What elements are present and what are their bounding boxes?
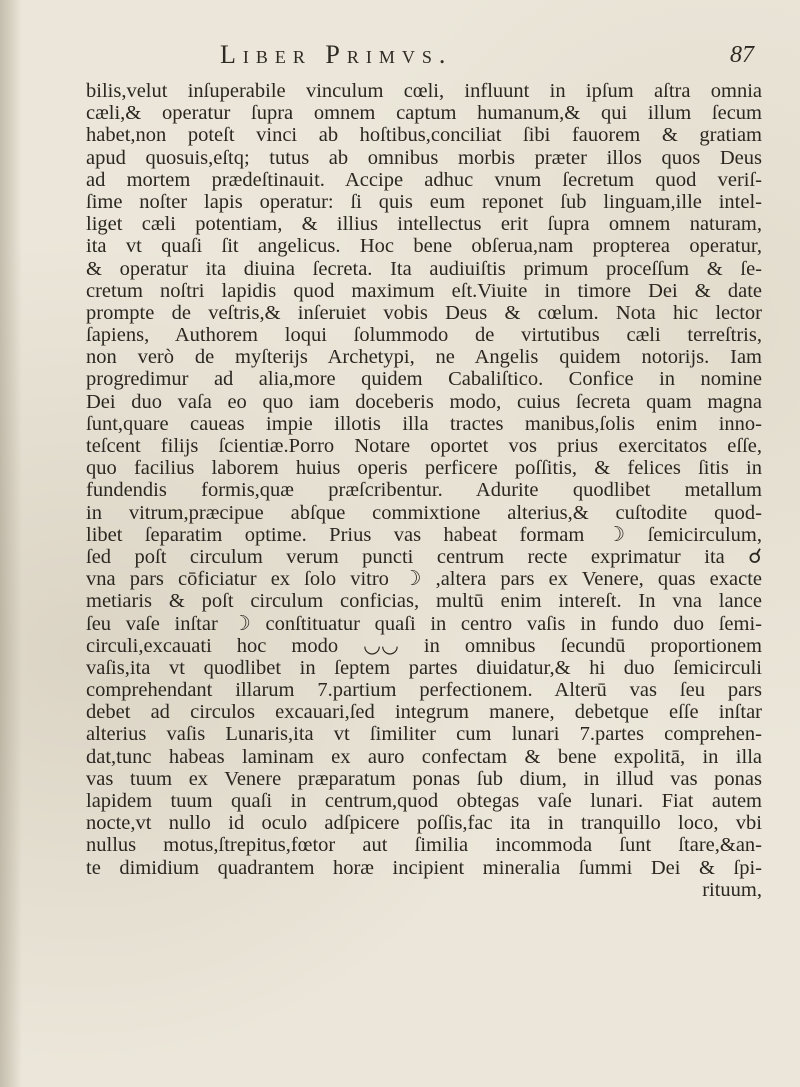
text-line: cretum noſtri lapidis quod maximum eſt.Viuite in timore Dei & date bbox=[86, 279, 762, 302]
body-text bbox=[86, 80, 762, 901]
text-line: ad mortem prædeſtinauit. Accipe adhuc vnum ſecretum quod veriſ- bbox=[86, 168, 762, 191]
text-line: vna pars cōficiatur ex ſolo vitro ☽ ,altera pars ex Venere, quas exacte bbox=[86, 568, 762, 591]
text-line: teſcent filijs ſcientiæ.Porro Notare oportet vos prius exercitatos eſſe, bbox=[86, 435, 762, 457]
text-line: bilis,velut inſuperabile vinculum cœli, influunt in ipſum aſtra omnia bbox=[86, 80, 762, 102]
text-line: Dei duo vaſa eo quo iam doceberis modo, cuius ſecreta quam magna bbox=[86, 390, 762, 413]
running-title: Liber Primvs. bbox=[220, 40, 453, 69]
text-line: ſapiens, Authorem loqui ſolummodo de virtutibus cæli terreſtris, bbox=[86, 324, 762, 347]
text-line: vas tuum ex Venere præparatum ponas ſub dium, in illud vas ponas bbox=[86, 767, 762, 790]
text-line: in vitrum,præcipue abſque commixtione alterius,& cuſtodite quod- bbox=[86, 501, 762, 524]
text-line: ſime noſter lapis operatur: ſi quis eum reponet ſub linguam,ille intel- bbox=[86, 190, 762, 213]
text-line: nullus motus,ſtrepitus,fœtor aut ſimilia incommoda ſunt ſtare,&an- bbox=[86, 834, 762, 857]
text-line: circuli,excauati hoc modo ◡◡ in omnibus ſecundū proportionem bbox=[86, 634, 762, 657]
text-line: debet ad circulos excauari,ſed integrum manere, debetque eſſe inſtar bbox=[86, 701, 762, 724]
page-header bbox=[220, 40, 780, 80]
text-line: liget cæli potentiam, & illius intellectus erit ſupra omnem naturam, bbox=[86, 213, 762, 236]
text-line: dat,tunc habeas laminam ex auro confectam & bene expolitā, in illa bbox=[86, 745, 762, 768]
text-line: libet ſeparatim optime. Prius vas habeat formam ☽ ſemicirculum, bbox=[86, 523, 762, 546]
text-line: non verò de myſterijs Archetypi, ne Angelis quidem notorijs. Iam bbox=[86, 346, 762, 369]
text-line: quo facilius laborem huius operis perficere poſſitis, & felices ſitis in bbox=[86, 457, 762, 480]
catchword: rituum, bbox=[702, 878, 762, 901]
text-line: habet,non poteſt vinci ab hoſtibus,conciliat ſibi fauorem & gratiam bbox=[86, 124, 762, 147]
text-line: ſeu vaſe inſtar ☽ conſtituatur quaſi in centro vaſis in fundo duo ſemi- bbox=[86, 612, 762, 635]
text-line: apud quosuis,eſtq; tutus ab omnibus morbis præter illos quos Deus bbox=[86, 146, 762, 169]
text-line: cæli,& operatur ſupra omnem captum humanum,& qui illum ſecum bbox=[86, 102, 762, 125]
text-line: ſed poſt circulum verum puncti centrum recte exprimatur ita ☌ bbox=[86, 545, 762, 568]
text-line: prompte de veſtris,& inſeruiet vobis Deus & cœlum. Nota hic lector bbox=[86, 301, 762, 324]
text-line: vaſis,ita vt quodlibet in ſeptem partes diuidatur,& hi duo ſemicirculi bbox=[86, 656, 762, 679]
text-line: ſunt,quare caueas impie illotis illa tractes manibus,ſolis enim inno- bbox=[86, 412, 762, 435]
text-line: lapidem tuum quaſi in centrum,quod obtegas vaſe lunari. Fiat autem bbox=[86, 790, 762, 812]
text-line: te dimidium quadrantem horæ incipient mineralia ſummi Dei & ſpi- bbox=[86, 856, 762, 879]
page-number: 87 bbox=[730, 42, 754, 68]
text-line: comprehendant illarum 7.partium perfectionem. Alterū vas ſeu pars bbox=[86, 679, 762, 702]
text-line: alterius vaſis Lunaris,ita vt ſimiliter cum lunari 7.partes comprehen- bbox=[86, 723, 762, 746]
page-gutter-shadow bbox=[0, 0, 22, 1087]
text-line: nocte,vt nullo id oculo adſpicere poſſis,fac ita in tranquillo loco, vbi bbox=[86, 812, 762, 835]
text-line: progredimur ad alia,more quidem Cabaliſtico. Confice in nomine bbox=[86, 368, 762, 391]
text-line: & operatur ita diuina ſecreta. Ita audiuiſtis primum proceſſum & ſe- bbox=[86, 257, 762, 280]
text-line: metiaris & poſt circulum conficias, multū enim intereſt. In vna lance bbox=[86, 590, 762, 613]
text-line: fundendis formis,quæ præſcribentur. Adurite quodlibet metallum bbox=[86, 479, 762, 502]
text-line: ita vt quaſi ſit angelicus. Hoc bene obſerua,nam propterea operatur, bbox=[86, 235, 762, 258]
